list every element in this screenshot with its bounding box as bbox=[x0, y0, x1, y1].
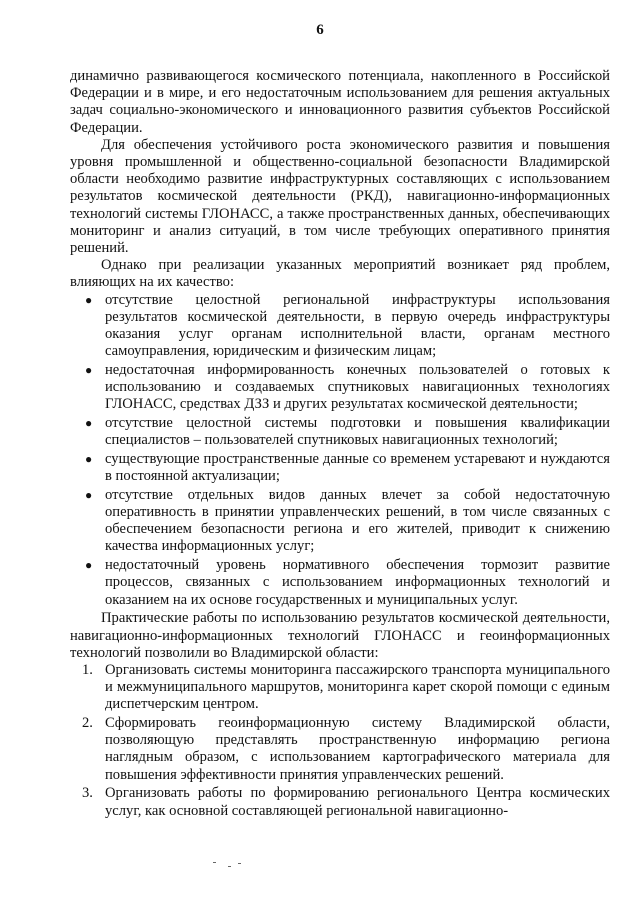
list-item-number: 1. bbox=[82, 661, 93, 678]
achievements-list bbox=[70, 662, 610, 820]
bullet-icon: ● bbox=[85, 487, 93, 502]
list-item bbox=[70, 785, 610, 819]
list-item-text: Организовать работы по формированию регионального Центра космических услуг, как основной составляющей региональной навигационно- bbox=[105, 785, 610, 819]
list-item-text: отсутствие отдельных видов данных влечет за собой недостаточную оперативность в принятии управленческих решений, в том числе связанных с обеспечением безопасности региона и его жителей, приводит к снижению качества информационных услуг; bbox=[105, 486, 610, 555]
problems-list bbox=[70, 292, 610, 609]
list-item bbox=[70, 557, 610, 609]
list-item-text: отсутствие целостной системы подготовки и повышения квалификации специалистов – пользователей спутниковых навигационных технологий; bbox=[105, 415, 610, 449]
bullet-icon: ● bbox=[85, 451, 93, 466]
list-item bbox=[70, 487, 610, 556]
paragraph-development: Для обеспечения устойчивого роста экономического развития и повышения уровня промышленной и общественно-социальной безопасности Владимирской области необходимо развитие инфраструктурных составляющих с использованием результатов космической деятельности (РКД), навигационно-информационных технологий системы ГЛОНАСС, а также пространственных данных, обеспечивающих мониторинг и анализ ситуаций, в том числе требующих оперативного принятия решений. bbox=[70, 136, 610, 257]
list-item bbox=[70, 662, 610, 714]
list-item bbox=[70, 715, 610, 784]
paragraph-continuation: динамично развивающегося космического потенциала, накопленного в Российской Федерации и в мире, и его недостаточным использованием для решения актуальных задач социально-экономического и инновационного развития субъектов Российской Федерации. bbox=[70, 68, 610, 136]
list-item-text: отсутствие целостной региональной инфраструктуры использования результатов космической деятельности, в первую очередь инфраструктуры оказания услуг органам исполнительной власти, органам местного самоуправления, юридическим и физическим лицам; bbox=[105, 291, 610, 360]
list-item-text: недостаточный уровень нормативного обеспечения тормозит развитие процессов, связанных с использованием информационных технологий и оказанием на их основе государственных и муниципальных услуг. bbox=[105, 557, 610, 608]
page-number: 6 bbox=[316, 22, 324, 38]
scan-speck bbox=[228, 866, 231, 867]
paragraph-achievements-intro: Практические работы по использованию результатов космической деятельности, навигационно-информационных технологий ГЛОНАСС и геоинформационных технологий позволили во Владимирской области: bbox=[70, 610, 610, 661]
bullet-icon: ● bbox=[85, 558, 93, 573]
page-body bbox=[70, 68, 610, 821]
scan-speck bbox=[213, 862, 216, 863]
bullet-icon: ● bbox=[85, 416, 93, 431]
list-item-text: Организовать системы мониторинга пассажирского транспорта муниципального и межмуниципального маршрутов, мониторинга карет скорой помощи с единым диспетчерским центром. bbox=[105, 661, 610, 713]
paragraph-problems-intro: Однако при реализации указанных мероприятий возникает ряд проблем, влияющих на их качество: bbox=[70, 257, 610, 291]
list-item bbox=[70, 362, 610, 414]
list-item bbox=[70, 292, 610, 361]
bullet-icon: ● bbox=[85, 362, 93, 377]
list-item-text: существующие пространственные данные со временем устаревают и нуждаются в постоянной актуализации; bbox=[105, 450, 610, 485]
list-item-text: недостаточная информированность конечных пользователей о готовых к использованию и создаваемых спутниковых навигационных технологиях ГЛОНАСС, средствах ДЗЗ и других результатах космической деятельности; bbox=[105, 361, 610, 413]
bullet-icon: ● bbox=[85, 292, 93, 307]
list-item bbox=[70, 451, 610, 485]
scan-speck bbox=[238, 863, 241, 864]
list-item bbox=[70, 415, 610, 449]
list-item-number: 3. bbox=[82, 785, 93, 802]
list-item-text: Сформировать геоинформационную систему Владимирской области, позволяющую представлять пространственную информацию региона наглядным образом, с использованием картографического материала для повышения эффективности принятия управленческих решений. bbox=[105, 715, 610, 783]
list-item-number: 2. bbox=[82, 715, 93, 732]
